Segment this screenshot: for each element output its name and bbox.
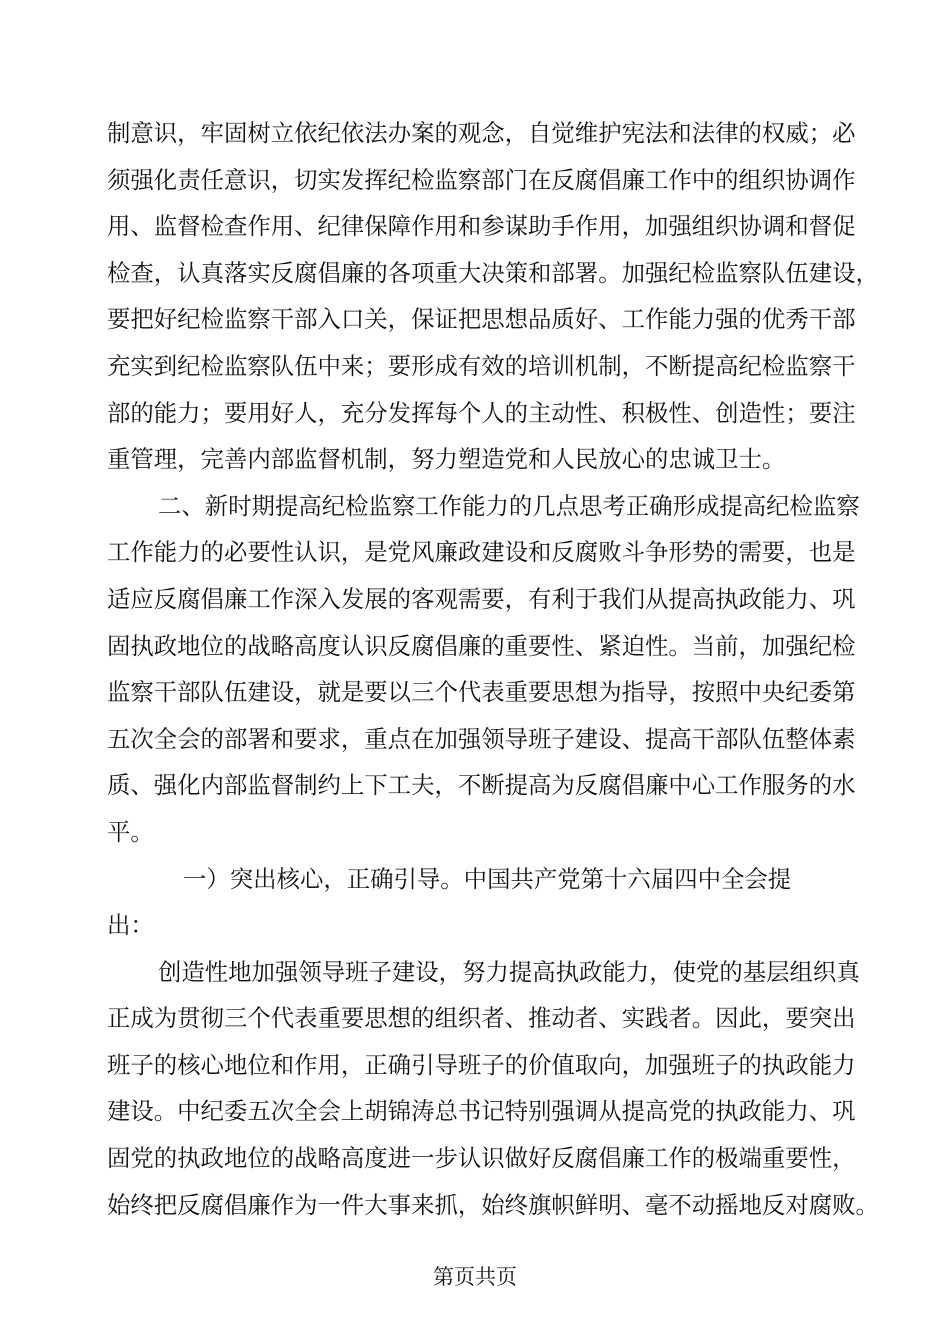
- text-line: 制意识，牢固树立依纪依法办案的观念，自觉维护宪法和法律的权威；必: [107, 119, 856, 147]
- text-line: 用、监督检查作用、纪律保障作用和参谋助手作用，加强组织协调和督促: [107, 212, 856, 241]
- text-line: 检查，认真落实反腐倡廉的各项重大决策和部署。加强纪检监察队伍建设，: [107, 258, 879, 287]
- text-line: 正成为贯彻三个代表重要思想的组织者、推动者、实践者。因此，要突出: [107, 1004, 856, 1033]
- text-line: 建设。中纪委五次全会上胡锦涛总书记特别强调从提高党的执政能力、巩: [107, 1097, 856, 1126]
- body-text: [107, 110, 879, 1228]
- text-line: 监察干部队伍建设，就是要以三个代表重要思想为指导，按照中央纪委第: [107, 678, 856, 707]
- text-line: 五次全会的部署和要求，重点在加强领导班子建设、提高干部队伍整体素: [107, 724, 856, 753]
- text-line: 适应反腐倡廉工作深入发展的客观需要，有利于我们从提高执政能力、巩: [107, 584, 856, 613]
- text-line: 工作能力的必要性认识，是党风廉政建设和反腐败斗争形势的需要，也是: [107, 538, 856, 567]
- text-line: 充实到纪检监察队伍中来；要形成有效的培训机制，不断提高纪检监察干: [107, 351, 856, 380]
- text-line: 始终把反腐倡廉作为一件大事来抓，始终旗帜鲜明、毫不动摇地反对腐败。: [107, 1190, 879, 1219]
- text-line: 须强化责任意识，切实发挥纪检监察部门在反腐倡廉工作中的组织协调作: [107, 165, 856, 194]
- text-line: 固党的执政地位的战略高度进一步认识做好反腐倡廉工作的极端重要性，: [107, 1144, 856, 1173]
- text-line: 质、强化内部监督制约上下工夫，不断提高为反腐倡廉中心工作服务的水: [107, 771, 856, 800]
- subsection-heading-line: 一）突出核心，正确引导。中国共产党第十六届四中全会提: [183, 864, 792, 893]
- text-line: 出：: [107, 911, 154, 940]
- text-line: 班子的核心地位和作用，正确引导班子的价值取向，加强班子的执政能力: [107, 1050, 856, 1079]
- text-line: 固执政地位的战略高度认识反腐倡廉的重要性、紧迫性。当前，加强纪检: [107, 631, 856, 660]
- text-line: 重管理，完善内部监督机制，努力塑造党和人民放心的忠诚卫士。: [107, 445, 786, 474]
- text-line: 创造性地加强领导班子建设，努力提高执政能力，使党的基层组织真: [158, 957, 860, 986]
- text-line: 部的能力；要用好人，充分发挥每个人的主动性、积极性、创造性；要注: [107, 398, 856, 427]
- section-heading-line: 二、新时期提高纪检监察工作能力的几点思考正确形成提高纪检监察: [158, 491, 860, 520]
- text-line: 要把好纪检监察干部入口关，保证把思想品质好、工作能力强的优秀干部: [107, 305, 856, 334]
- text-line: 平。: [107, 817, 154, 846]
- page-footer: 第页共页: [433, 1265, 517, 1289]
